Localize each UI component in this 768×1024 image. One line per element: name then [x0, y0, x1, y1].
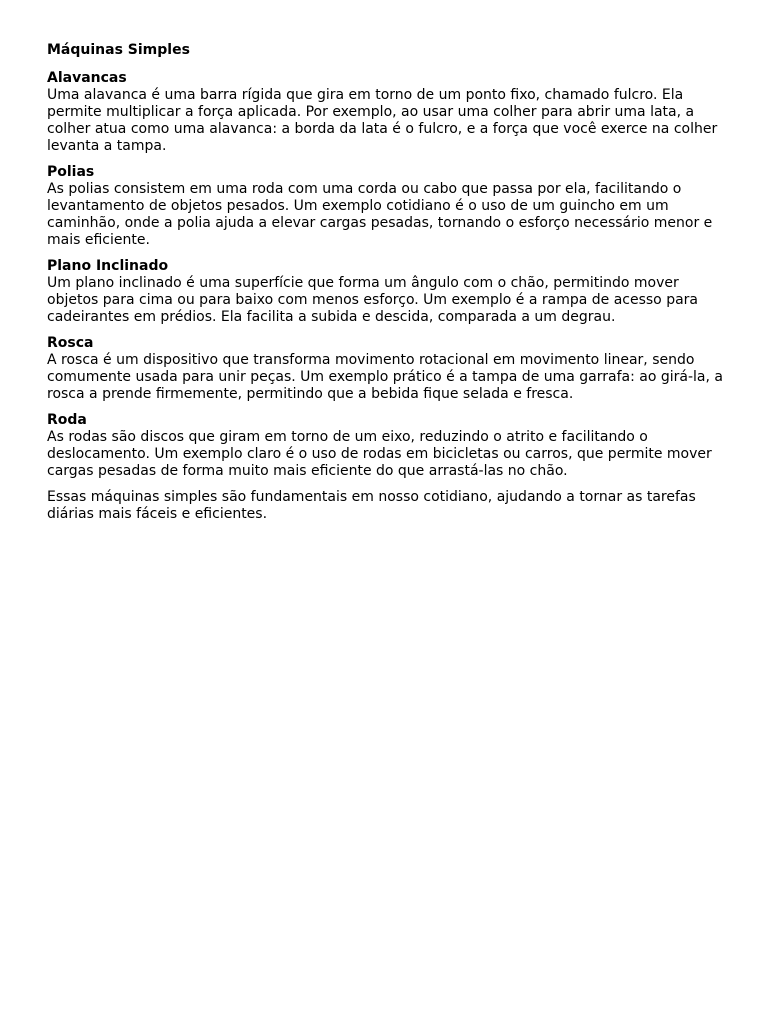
- closing-paragraph: Essas máquinas simples são fundamentais em nosso cotidiano, ajudando a tornar as tarefas diárias mais fáceis e eficientes.: [47, 489, 696, 522]
- section-body: Uma alavanca é uma barra rígida que gira em torno de um ponto fixo, chamado fulcro. Ela permite multiplicar a força aplicada. Por exemplo, ao usar uma colher para abrir uma lata, a colher atua como uma alavanca: a borda da lata é o fulcro, e a força que você exerce na colher levanta a tampa.: [47, 87, 718, 154]
- section-alavancas: [47, 70, 727, 155]
- section-body: Um plano inclinado é uma superfície que forma um ângulo com o chão, permitindo mover objetos para cima ou para baixo com menos esforço. Um exemplo é a rampa de acesso para cadeirantes em prédios. Ela facilita a subida e descida, comparada a um degrau.: [47, 275, 698, 325]
- section-heading: Alavancas: [47, 70, 127, 86]
- section-rosca: [47, 335, 727, 403]
- section-heading: Rosca: [47, 335, 94, 351]
- document-title: Máquinas Simples: [47, 42, 190, 58]
- section-heading: Roda: [47, 412, 87, 428]
- section-body: As polias consistem em uma roda com uma corda ou cabo que passa por ela, facilitando o levantamento de objetos pesados. Um exemplo cotidiano é o uso de um guincho em um caminhão, onde a polia ajuda a elevar cargas pesadas, tornando o esforço necessário menor e mais eficiente.: [47, 181, 713, 248]
- section-body: A rosca é um dispositivo que transforma movimento rotacional em movimento linear, sendo comumente usada para unir peças. Um exemplo prático é a tampa de uma garrafa: ao girá-la, a rosca a prende firmemente, permitindo que a bebida fique selada e fresca.: [47, 352, 723, 402]
- section-heading: Plano Inclinado: [47, 258, 169, 274]
- section-plano-inclinado: [47, 258, 727, 326]
- section-polias: [47, 164, 727, 249]
- section-heading: Polias: [47, 164, 95, 180]
- section-roda: [47, 412, 727, 480]
- section-body: As rodas são discos que giram em torno de um eixo, reduzindo o atrito e facilitando o deslocamento. Um exemplo claro é o uso de rodas em bicicletas ou carros, que permite mover cargas pesadas de forma muito mais eficiente do que arrastá-las no chão.: [47, 429, 712, 479]
- document-page: [47, 42, 727, 523]
